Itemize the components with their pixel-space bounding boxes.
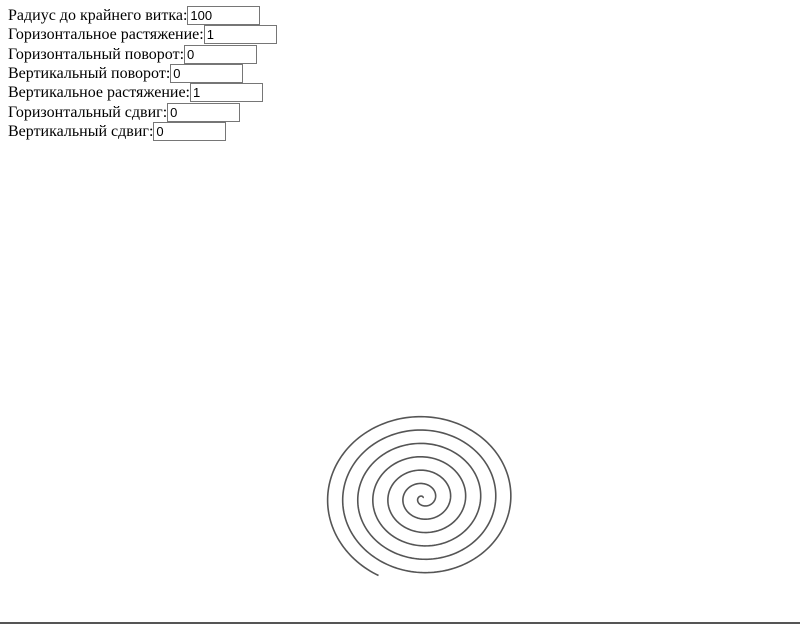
bottom-divider (0, 622, 800, 624)
vertical-rotation-label: Вертикальный поворот: (8, 65, 171, 83)
vertical-shift-label: Вертикальный сдвиг: (8, 122, 154, 140)
horizontal-shift-label: Горизонтальный сдвиг: (8, 103, 168, 121)
horizontal-rotation-label: Горизонтальный поворот: (8, 45, 185, 63)
spiral-curve (328, 417, 511, 576)
vertical-stretch-label: Вертикальное растяжение: (8, 84, 190, 102)
radius-label: Радиус до крайнего витка: (8, 7, 188, 25)
horizontal-stretch-label: Горизонтальное растяжение: (8, 26, 204, 44)
